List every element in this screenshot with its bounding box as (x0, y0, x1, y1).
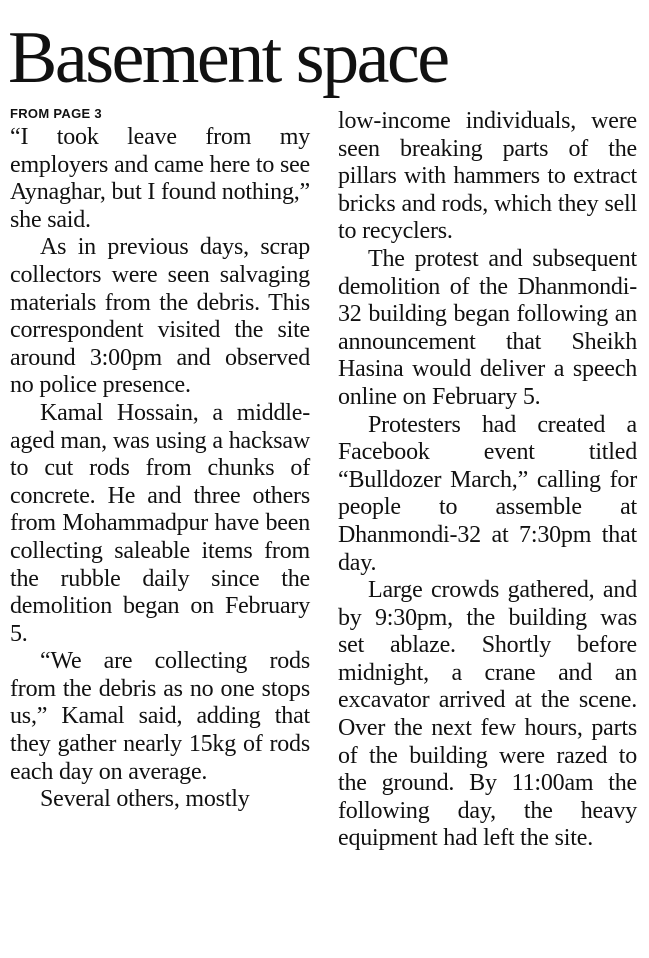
paragraph: “We are collecting rods from the debris as no one stops us,” Kamal said, adding that they gather nearly 15kg of rods each day on average. (10, 648, 310, 785)
paragraph: low-income individuals, were seen breaking parts of the pillars with hammers to extract bricks and rods, which they sell to recyclers. (338, 108, 637, 245)
jump-label: FROM PAGE 3 (10, 106, 102, 121)
paragraph: Protesters had created a Facebook event titled “Bulldozer March,” calling for people to assemble at Dhanmondi-32 at 7:30pm that day. (338, 411, 637, 576)
article-column-right (338, 108, 637, 853)
headline: Basement space (8, 17, 448, 99)
paragraph: “I took leave from my employers and came here to see Aynaghar, but I found nothing,” she said. (10, 124, 310, 233)
paragraph: Kamal Hossain, a middle-aged man, was using a hacksaw to cut rods from chunks of concrete. He and three others from Mohammadpur have been collecting saleable items from the rubble daily since the demolition began on February 5. (10, 399, 310, 647)
paragraph: Large crowds gathered, and by 9:30pm, the building was set ablaze. Shortly before midnight, a crane and an excavator arrived at the scene. Over the next few hours, parts of the building were razed to the ground. By 11:00am the following day, the heavy equipment had left the site. (338, 577, 637, 852)
paragraph: As in previous days, scrap collectors were seen salvaging materials from the debris. This correspondent visited the site around 3:00pm and observed no police presence. (10, 234, 310, 399)
paragraph: The protest and subsequent demolition of the Dhanmondi-32 building began following an announcement that Sheikh Hasina would deliver a speech online on February 5. (338, 245, 637, 410)
article-column-left (10, 103, 310, 814)
paragraph: Several others, mostly (40, 786, 250, 813)
